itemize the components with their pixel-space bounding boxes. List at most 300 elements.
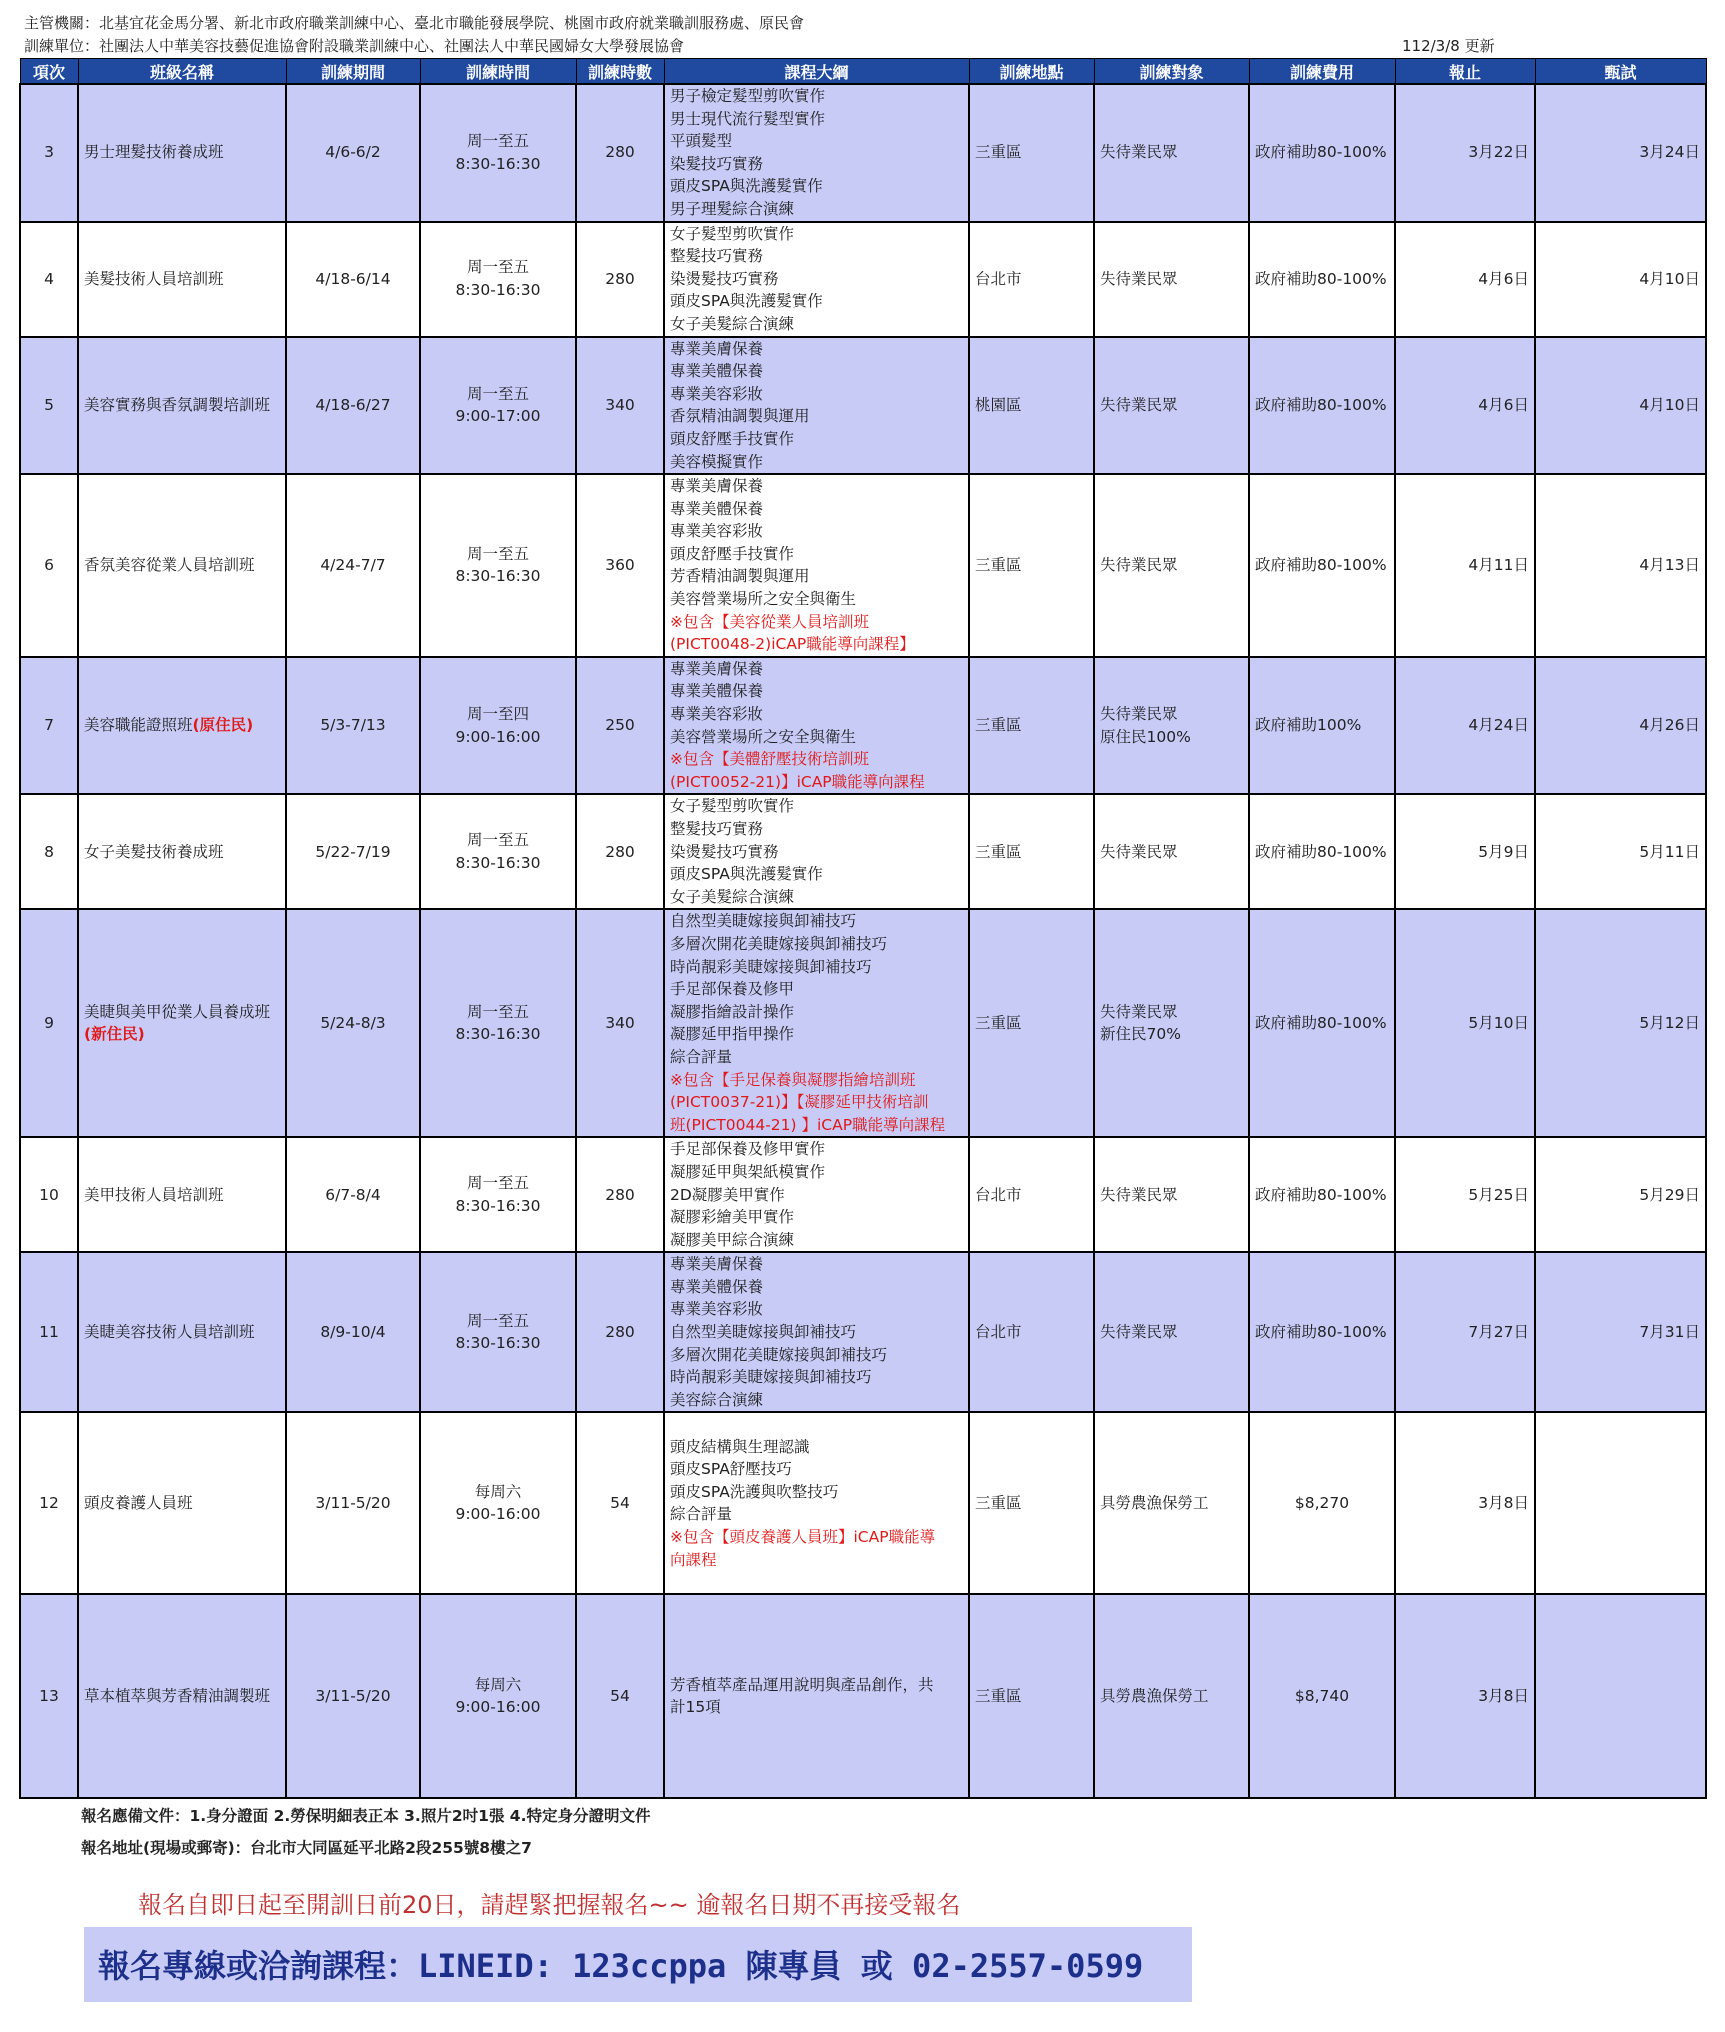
cell-outline <box>664 1412 969 1594</box>
exam-date: 4月13日 <box>1639 556 1700 575</box>
cell-name <box>78 84 286 222</box>
training-target: 失待業民眾 <box>1100 1185 1178 1204</box>
cell-outline <box>664 1252 969 1412</box>
outline-note: ※包含【頭皮養護人員班】iCAP職能導 <box>670 1528 936 1547</box>
cell-time <box>420 474 576 657</box>
contact-text: 報名專線或洽詢課程：LINEID: 123ccppa 陳專員 或 02-2557-0599 <box>98 1947 1144 1985</box>
outline-item: 多層次開花美睫嫁接與卸補技巧 <box>670 1345 888 1364</box>
cell-fee <box>1249 1252 1395 1412</box>
outline-item: 美容營業場所之安全與衛生 <box>670 590 857 609</box>
training-days: 周一至五 <box>466 1174 529 1193</box>
training-target: 具勞農漁保勞工 <box>1100 1687 1209 1706</box>
training-target: 失待業民眾 <box>1100 396 1178 415</box>
authority-line: 主管機關：北基宜花金馬分署、新北市政府職業訓練中心、臺北市職能發展學院、桃園市政府就業職訓服務處、原民會 <box>24 14 805 32</box>
outline-item: 女子美髮綜合演練 <box>670 314 795 333</box>
outline-item: 整髮技巧實務 <box>670 247 764 266</box>
outline-item: 多層次開花美睫嫁接與卸補技巧 <box>670 934 888 953</box>
cell-target <box>1094 1594 1249 1798</box>
col-header-target: 訓練對象 <box>1094 59 1249 85</box>
registration-deadline: 4月6日 <box>1478 396 1529 415</box>
training-fee: $8,740 <box>1294 1687 1350 1706</box>
cell-place <box>969 657 1094 795</box>
training-days: 周一至五 <box>466 1311 529 1330</box>
col-header-exam: 甄試 <box>1535 59 1706 85</box>
training-target: 新住民70% <box>1100 1025 1181 1044</box>
outline-item: 芳香精油調製與運用 <box>670 567 810 586</box>
cell-target <box>1094 794 1249 909</box>
outline-item: 整髮技巧實務 <box>670 820 764 838</box>
cell-place <box>969 222 1094 337</box>
cell-outline <box>664 657 969 795</box>
cell-period <box>286 1594 420 1798</box>
col-header-deadline: 報止 <box>1395 59 1535 85</box>
row-number: 7 <box>44 716 54 735</box>
col-header-hours: 訓練時數 <box>576 59 664 85</box>
class-name-note: (新住民) <box>84 1025 145 1044</box>
class-name-note: (原住民) <box>192 716 254 735</box>
cell-no <box>20 474 78 657</box>
registration-deadline: 5月25日 <box>1468 1185 1529 1204</box>
outline-item: 專業美體保養 <box>670 499 764 518</box>
outline-item: 頭皮SPA與洗護髮實作 <box>670 292 823 311</box>
outline-item: 男士現代流行髮型實作 <box>670 109 826 128</box>
cell-hours <box>576 222 664 337</box>
table-row <box>20 794 1706 909</box>
outline-item: 染燙髮技巧實務 <box>670 269 779 288</box>
cell-exam <box>1535 84 1706 222</box>
training-place: 三重區 <box>975 1494 1022 1513</box>
outline-item: 頭皮SPA與洗護髮實作 <box>670 177 823 196</box>
outline-item: 凝膠彩繪美甲實作 <box>670 1208 795 1227</box>
class-name: 美睫美容技術人員培訓班 <box>84 1323 255 1342</box>
cell-name <box>78 794 286 909</box>
outline-item: 專業美膚保養 <box>670 477 764 496</box>
class-name: 美睫與美甲從業人員養成班 <box>84 1002 271 1021</box>
registration-deadline: 4月24日 <box>1468 716 1529 735</box>
cell-hours <box>576 1412 664 1594</box>
cell-exam <box>1535 1137 1706 1252</box>
training-fee: 政府補助100% <box>1255 716 1362 735</box>
outline-item: 專業美體保養 <box>670 682 764 701</box>
outline-item: 女子髮型剪吹實作 <box>670 224 795 243</box>
cell-place <box>969 337 1094 475</box>
cell-outline <box>664 1137 969 1252</box>
table-row <box>20 474 1706 657</box>
training-place: 台北市 <box>975 1323 1022 1342</box>
training-days: 周一至五 <box>466 132 529 151</box>
training-fee: 政府補助80-100% <box>1255 1323 1387 1342</box>
col-header-period: 訓練期間 <box>286 59 420 85</box>
col-header-place: 訓練地點 <box>969 59 1094 85</box>
training-days: 每周六 <box>474 1482 522 1501</box>
col-header-outline: 課程大綱 <box>664 59 969 85</box>
exam-date: 5月12日 <box>1639 1014 1700 1033</box>
exam-date: 5月11日 <box>1639 842 1700 861</box>
cell-place <box>969 1137 1094 1252</box>
cell-period <box>286 474 420 657</box>
cell-time <box>420 657 576 795</box>
training-fee: 政府補助80-100% <box>1255 143 1387 162</box>
table-row <box>20 1412 1706 1594</box>
exam-date: 7月31日 <box>1639 1323 1700 1342</box>
outline-item: 手足部保養及修甲實作 <box>670 1140 826 1159</box>
cell-outline <box>664 337 969 475</box>
outline-item: 香氛精油調製與運用 <box>670 407 810 426</box>
outline-item: 計15項 <box>670 1698 721 1717</box>
training-fee: $8,270 <box>1294 1494 1350 1513</box>
training-hours-of-day: 9:00-16:00 <box>455 1698 541 1717</box>
outline-item: 2D凝膠美甲實作 <box>670 1185 785 1204</box>
col-header-time: 訓練時間 <box>420 59 576 85</box>
cell-outline <box>664 794 969 909</box>
outline-item: 專業美膚保養 <box>670 339 764 358</box>
training-period: 5/3-7/13 <box>320 716 386 735</box>
cell-exam <box>1535 1594 1706 1798</box>
cell-period <box>286 794 420 909</box>
cell-period <box>286 1252 420 1412</box>
cell-name <box>78 1137 286 1252</box>
cell-hours <box>576 794 664 909</box>
outline-item: 綜合評量 <box>670 1047 733 1066</box>
cell-no <box>20 909 78 1137</box>
cell-time <box>420 1252 576 1412</box>
col-header-name: 班級名稱 <box>78 59 286 85</box>
cell-no <box>20 1594 78 1798</box>
cell-exam <box>1535 337 1706 475</box>
training-hours: 280 <box>605 269 635 288</box>
training-fee: 政府補助80-100% <box>1255 1185 1387 1204</box>
training-period: 6/7-8/4 <box>325 1185 381 1204</box>
training-hours: 360 <box>605 556 635 575</box>
outline-item: 染燙髮技巧實務 <box>670 842 779 861</box>
outline-item: 專業美容彩妝 <box>670 522 764 541</box>
outline-item: 專業美容彩妝 <box>670 705 764 724</box>
cell-hours <box>576 84 664 222</box>
row-number: 4 <box>44 269 54 288</box>
row-number: 13 <box>39 1687 59 1706</box>
cell-fee <box>1249 1412 1395 1594</box>
cell-hours <box>576 337 664 475</box>
class-name: 美甲技術人員培訓班 <box>84 1185 224 1204</box>
cell-target <box>1094 1252 1249 1412</box>
training-place: 桃園區 <box>975 396 1022 415</box>
outline-item: 美容營業場所之安全與衛生 <box>670 727 857 746</box>
training-hours-of-day: 8:30-16:30 <box>455 1334 541 1353</box>
outline-item: 綜合評量 <box>670 1505 733 1524</box>
training-hours-of-day: 8:30-16:30 <box>455 154 541 173</box>
training-target: 失待業民眾 <box>1100 143 1178 162</box>
training-period: 4/6-6/2 <box>325 143 381 162</box>
cell-time <box>420 84 576 222</box>
outline-item: 頭皮SPA洗護與吹整技巧 <box>670 1482 839 1501</box>
outline-item: 美容綜合演練 <box>670 1390 764 1409</box>
cell-target <box>1094 909 1249 1137</box>
outline-item: 美容模擬實作 <box>670 452 764 471</box>
training-hours: 280 <box>605 842 635 861</box>
cell-name <box>78 1252 286 1412</box>
outline-item: 平頭髮型 <box>670 132 733 151</box>
row-number: 5 <box>44 396 54 415</box>
training-period: 4/18-6/27 <box>315 396 391 415</box>
training-hours: 280 <box>605 1323 635 1342</box>
cell-deadline <box>1395 657 1535 795</box>
training-days: 周一至五 <box>466 831 529 850</box>
training-unit-line: 訓練單位：社團法人中華美容技藝促進協會附設職業訓練中心、社團法人中華民國婦女大學發展協會 <box>24 37 685 55</box>
cell-outline <box>664 222 969 337</box>
training-hours-of-day: 8:30-16:30 <box>455 853 541 872</box>
training-hours: 280 <box>605 1185 635 1204</box>
cell-place <box>969 1594 1094 1798</box>
training-fee: 政府補助80-100% <box>1255 556 1387 575</box>
training-hours: 54 <box>610 1687 630 1706</box>
outline-note: ※包含【手足保養與凝膠指繪培訓班 <box>670 1070 916 1089</box>
registration-address: 報名地址(現場或郵寄)：台北市大同區延平北路2段255號8樓之7 <box>81 1839 532 1857</box>
cell-hours <box>576 474 664 657</box>
registration-deadline: 3月8日 <box>1478 1687 1529 1706</box>
exam-date: 4月10日 <box>1639 269 1700 288</box>
registration-deadline: 4月6日 <box>1478 269 1529 288</box>
table-row <box>20 222 1706 337</box>
exam-date: 4月26日 <box>1639 716 1700 735</box>
outline-item: 專業美容彩妝 <box>670 1300 764 1319</box>
cell-no <box>20 794 78 909</box>
outline-item: 凝膠延甲指甲操作 <box>670 1025 795 1044</box>
update-date: 112/3/8 更新 <box>1402 37 1495 55</box>
outline-item: 手足部保養及修甲 <box>670 980 795 999</box>
cell-hours <box>576 657 664 795</box>
outline-item: 凝膠延甲與架紙模實作 <box>670 1162 826 1181</box>
cell-time <box>420 794 576 909</box>
cell-place <box>969 474 1094 657</box>
cell-hours <box>576 1594 664 1798</box>
registration-deadline: 3月22日 <box>1468 143 1529 162</box>
registration-deadline: 5月9日 <box>1478 842 1529 861</box>
cell-target <box>1094 1412 1249 1594</box>
cell-period <box>286 1412 420 1594</box>
outline-note: 班(PICT0044-21) 】iCAP職能導向課程 <box>670 1115 946 1134</box>
training-days: 周一至五 <box>466 384 529 403</box>
cell-name <box>78 1594 286 1798</box>
outline-item: 專業美容彩妝 <box>670 384 764 403</box>
table-row <box>20 909 1706 1137</box>
cell-hours <box>576 1252 664 1412</box>
class-name: 美容實務與香氛調製培訓班 <box>84 396 271 415</box>
cell-deadline <box>1395 337 1535 475</box>
outline-item: 男子理髮綜合演練 <box>670 199 795 218</box>
cell-period <box>286 337 420 475</box>
training-period: 3/11-5/20 <box>315 1494 391 1513</box>
cell-target <box>1094 657 1249 795</box>
training-days: 周一至四 <box>466 705 529 724</box>
training-hours: 340 <box>605 396 635 415</box>
cell-place <box>969 794 1094 909</box>
outline-item: 自然型美睫嫁接與卸補技巧 <box>670 1323 857 1342</box>
cell-deadline <box>1395 222 1535 337</box>
cell-fee <box>1249 1137 1395 1252</box>
class-name: 女子美髮技術養成班 <box>84 842 224 861</box>
outline-item: 頭皮舒壓手技實作 <box>670 429 795 448</box>
cell-deadline <box>1395 84 1535 222</box>
cell-period <box>286 222 420 337</box>
cell-fee <box>1249 337 1395 475</box>
registration-notice: 報名自即日起至開訓日前20日，請趕緊把握報名~~ 逾報名日期不再接受報名 <box>138 1891 961 1919</box>
outline-item: 專業美膚保養 <box>670 1255 764 1274</box>
cell-no <box>20 1137 78 1252</box>
cell-outline <box>664 84 969 222</box>
outline-item: 男子檢定髮型剪吹實作 <box>670 87 826 105</box>
cell-fee <box>1249 474 1395 657</box>
training-target: 失待業民眾 <box>1100 705 1178 724</box>
cell-name <box>78 474 286 657</box>
training-hours-of-day: 9:00-16:00 <box>455 727 541 746</box>
cell-deadline <box>1395 474 1535 657</box>
cell-name <box>78 222 286 337</box>
table-row <box>20 337 1706 475</box>
training-place: 三重區 <box>975 1014 1022 1033</box>
table-row <box>20 1252 1706 1412</box>
outline-note: (PICT0037-21)】【凝膠延甲技術培訓 <box>670 1093 929 1112</box>
registration-deadline: 5月10日 <box>1468 1014 1529 1033</box>
cell-deadline <box>1395 1252 1535 1412</box>
cell-period <box>286 1137 420 1252</box>
required-documents: 報名應備文件：1.身分證面 2.勞保明細表正本 3.照片2吋1張 4.特定身分證明文件 <box>81 1807 651 1825</box>
cell-place <box>969 1252 1094 1412</box>
training-days: 周一至五 <box>466 258 529 277</box>
cell-target <box>1094 84 1249 222</box>
training-hours-of-day: 8:30-16:30 <box>455 567 541 586</box>
training-hours-of-day: 9:00-17:00 <box>455 407 541 426</box>
outline-item: 專業美膚保養 <box>670 659 764 678</box>
training-target: 具勞農漁保勞工 <box>1100 1494 1209 1513</box>
outline-item: 女子美髮綜合演練 <box>670 887 795 906</box>
outline-item: 頭皮結構與生理認識 <box>670 1437 810 1456</box>
cell-time <box>420 909 576 1137</box>
row-number: 3 <box>44 143 54 162</box>
cell-place <box>969 1412 1094 1594</box>
registration-deadline: 7月27日 <box>1468 1323 1529 1342</box>
class-name: 男士理髮技術養成班 <box>84 143 224 162</box>
outline-note: 向課程 <box>670 1550 717 1569</box>
course-table <box>19 58 1707 1799</box>
training-days: 周一至五 <box>466 544 529 563</box>
class-name: 頭皮養護人員班 <box>84 1494 193 1513</box>
exam-date: 5月29日 <box>1639 1185 1700 1204</box>
cell-exam <box>1535 794 1706 909</box>
outline-item: 女子髮型剪吹實作 <box>670 797 795 816</box>
registration-deadline: 4月11日 <box>1468 556 1529 575</box>
outline-item: 頭皮SPA與洗護髮實作 <box>670 865 823 884</box>
outline-item: 頭皮舒壓手技實作 <box>670 544 795 563</box>
cell-exam <box>1535 1252 1706 1412</box>
class-name: 美容職能證照班 <box>84 716 193 735</box>
training-hours-of-day: 8:30-16:30 <box>455 1196 541 1215</box>
cell-target <box>1094 474 1249 657</box>
table-row <box>20 84 1706 222</box>
training-period: 4/18-6/14 <box>315 269 391 288</box>
table-row <box>20 1137 1706 1252</box>
cell-place <box>969 84 1094 222</box>
cell-time <box>420 1412 576 1594</box>
training-days: 周一至五 <box>466 1002 529 1021</box>
training-days: 每周六 <box>474 1675 522 1694</box>
cell-no <box>20 1412 78 1594</box>
cell-target <box>1094 222 1249 337</box>
cell-fee <box>1249 909 1395 1137</box>
cell-target <box>1094 1137 1249 1252</box>
cell-name <box>78 1412 286 1594</box>
training-target: 失待業民眾 <box>1100 1323 1178 1342</box>
cell-target <box>1094 337 1249 475</box>
cell-name <box>78 909 286 1137</box>
row-number: 8 <box>44 842 54 861</box>
training-place: 台北市 <box>975 1185 1022 1204</box>
cell-deadline <box>1395 1412 1535 1594</box>
training-period: 4/24-7/7 <box>320 556 386 575</box>
training-hours: 250 <box>605 716 635 735</box>
cell-time <box>420 1594 576 1798</box>
cell-deadline <box>1395 794 1535 909</box>
cell-time <box>420 337 576 475</box>
training-target: 失待業民眾 <box>1100 842 1178 861</box>
exam-date: 4月10日 <box>1639 396 1700 415</box>
training-place: 三重區 <box>975 716 1022 735</box>
outline-item: 時尚靚彩美睫嫁接與卸補技巧 <box>670 1368 872 1387</box>
cell-name <box>78 657 286 795</box>
cell-place <box>969 909 1094 1137</box>
cell-deadline <box>1395 1137 1535 1252</box>
table-row <box>20 657 1706 795</box>
training-target: 原住民100% <box>1100 727 1191 746</box>
cell-exam <box>1535 909 1706 1137</box>
cell-no <box>20 84 78 222</box>
cell-period <box>286 657 420 795</box>
training-target: 失待業民眾 <box>1100 1002 1178 1021</box>
training-hours: 54 <box>610 1494 630 1513</box>
row-number: 12 <box>39 1494 59 1513</box>
training-fee: 政府補助80-100% <box>1255 842 1387 861</box>
cell-no <box>20 657 78 795</box>
col-header-no: 項次 <box>20 59 78 85</box>
outline-item: 凝膠指繪設計操作 <box>670 1002 795 1021</box>
outline-item: 專業美體保養 <box>670 362 764 381</box>
class-name: 草本植萃與芳香精油調製班 <box>84 1687 271 1706</box>
cell-time <box>420 222 576 337</box>
class-name: 美髮技術人員培訓班 <box>84 269 224 288</box>
cell-period <box>286 909 420 1137</box>
training-period: 5/22-7/19 <box>315 842 391 861</box>
cell-outline <box>664 474 969 657</box>
registration-deadline: 3月8日 <box>1478 1494 1529 1513</box>
cell-time <box>420 1137 576 1252</box>
outline-note: ※包含【美體舒壓技術培訓班 <box>670 750 869 769</box>
row-number: 10 <box>39 1185 59 1204</box>
training-hours-of-day: 9:00-16:00 <box>455 1505 541 1524</box>
table-body <box>20 84 1706 1798</box>
row-number: 11 <box>39 1323 59 1342</box>
training-period: 8/9-10/4 <box>320 1323 386 1342</box>
cell-fee <box>1249 84 1395 222</box>
training-fee: 政府補助80-100% <box>1255 1014 1387 1033</box>
row-number: 9 <box>44 1014 54 1033</box>
training-place: 三重區 <box>975 1687 1022 1706</box>
training-fee: 政府補助80-100% <box>1255 396 1387 415</box>
exam-date: 3月24日 <box>1639 143 1700 162</box>
outline-item: 染髮技巧實務 <box>670 154 764 173</box>
outline-item: 凝膠美甲綜合演練 <box>670 1230 795 1249</box>
training-period: 5/24-8/3 <box>320 1014 386 1033</box>
outline-note: (PICT0048-2)iCAP職能導向課程】 <box>670 635 915 654</box>
cell-exam <box>1535 1412 1706 1594</box>
